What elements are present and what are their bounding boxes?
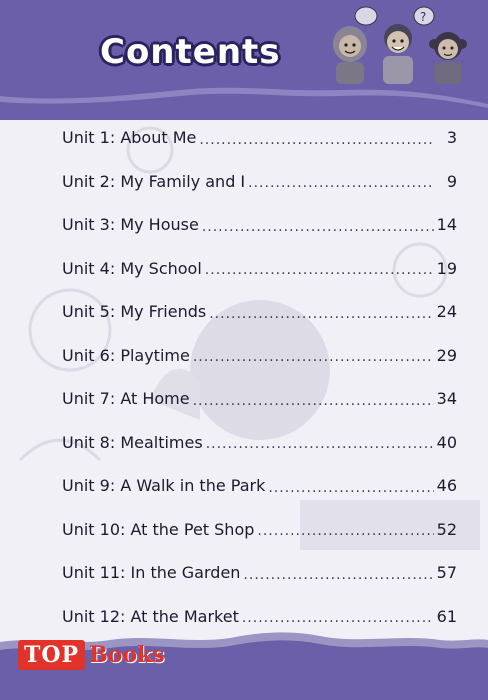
toc-entry[interactable] <box>62 377 457 421</box>
unit-title: Unit 5: My Friends <box>62 302 207 322</box>
dot-leader <box>248 175 434 191</box>
unit-title: Unit 1: About Me <box>62 128 197 148</box>
unit-title: Unit 6: Playtime <box>62 345 190 365</box>
topbooks-watermark-logo <box>18 640 165 670</box>
dot-leader <box>257 523 433 539</box>
toc-entry[interactable] <box>62 116 457 160</box>
toc-entry[interactable] <box>62 203 457 247</box>
page-number: 40 <box>436 432 457 452</box>
dot-leader <box>206 436 434 452</box>
unit-title: Unit 7: At Home <box>62 389 190 409</box>
page-number: 14 <box>436 215 457 235</box>
dot-leader <box>199 132 434 148</box>
unit-title: Unit 8: Mealtimes <box>62 432 203 452</box>
toc-entry[interactable] <box>62 464 457 508</box>
page-number: 34 <box>436 389 457 409</box>
toc-entry[interactable] <box>62 290 457 334</box>
toc-entry[interactable] <box>62 421 457 465</box>
toc-entry[interactable] <box>62 334 457 378</box>
toc-entry[interactable] <box>62 247 457 291</box>
dot-leader <box>193 349 434 365</box>
table-of-contents <box>62 116 457 638</box>
children-illustration <box>328 4 478 86</box>
dot-leader <box>193 393 434 409</box>
toc-entry[interactable] <box>62 508 457 552</box>
dot-leader <box>243 567 433 583</box>
dot-leader <box>202 219 434 235</box>
toc-entry[interactable] <box>62 551 457 595</box>
dot-leader <box>205 262 434 278</box>
dot-leader <box>268 480 433 496</box>
logo-books-text: Books <box>89 642 165 668</box>
unit-title: Unit 11: In the Garden <box>62 563 241 583</box>
unit-title: Unit 4: My School <box>62 258 202 278</box>
page-number: 52 <box>436 519 457 539</box>
page-number: 57 <box>436 563 457 583</box>
page-number: 19 <box>436 258 457 278</box>
toc-entry[interactable] <box>62 160 457 204</box>
unit-title: Unit 9: A Walk in the Park <box>62 476 266 496</box>
page-number: 61 <box>436 606 457 626</box>
unit-title: Unit 2: My Family and I <box>62 171 246 191</box>
svg-text:?: ? <box>420 10 427 24</box>
logo-top-text: TOP <box>18 640 85 670</box>
page-number: 24 <box>436 302 457 322</box>
unit-title: Unit 3: My House <box>62 215 199 235</box>
page-number: 3 <box>446 128 457 148</box>
page-title: Contents <box>100 32 281 72</box>
unit-title: Unit 12: At the Market <box>62 606 239 626</box>
page-number: 9 <box>446 171 457 191</box>
page-number: 46 <box>436 476 457 496</box>
unit-title: Unit 10: At the Pet Shop <box>62 519 255 539</box>
dot-leader <box>209 306 433 322</box>
page-number: 29 <box>436 345 457 365</box>
